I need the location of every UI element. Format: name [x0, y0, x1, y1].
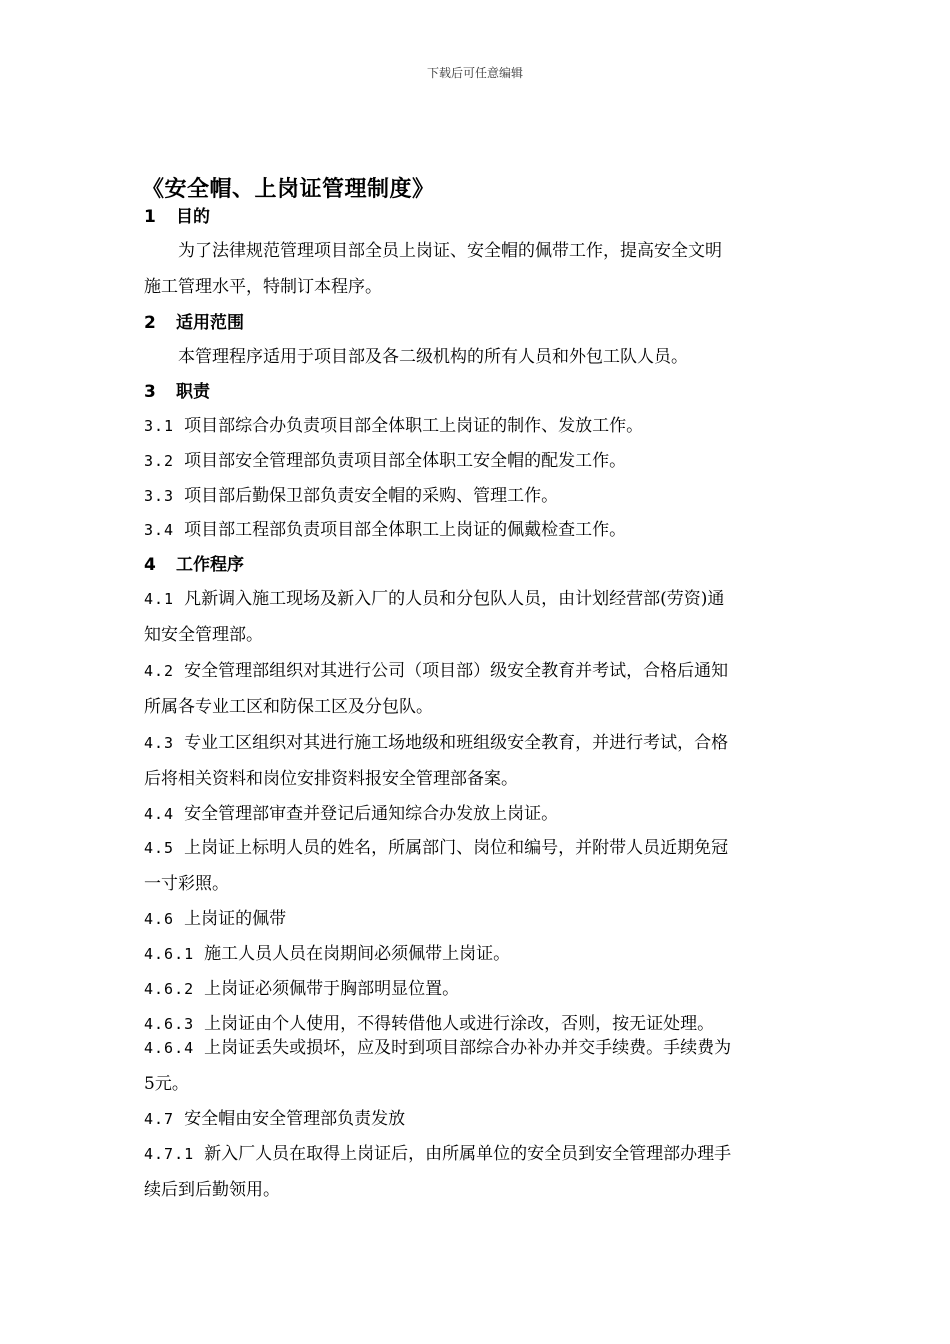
section-title: 职责: [176, 382, 210, 402]
item-number: 4.6.4: [144, 1039, 195, 1057]
item-number: 4.6.1: [144, 945, 195, 963]
item-text: 上岗证必须佩带于胸部明显位置。: [204, 979, 460, 999]
item-continuation: 5元。: [144, 1074, 189, 1094]
item-number: 4.3: [144, 734, 175, 752]
item-number: 4.2: [144, 662, 175, 680]
paragraph: 为了法律规范管理项目部全员上岗证、安全帽的佩带工作，提高安全文明: [178, 241, 722, 261]
item-text: 上岗证的佩带: [184, 909, 287, 929]
list-item: [144, 833, 809, 858]
paragraph: 本管理程序适用于项目部及各二级机构的所有人员和外包工队人员。: [178, 347, 688, 367]
list-item: [144, 799, 809, 824]
item-number: 4.5: [144, 839, 175, 857]
item-text: 项目部后勤保卫部负责安全帽的采购、管理工作。: [184, 486, 559, 506]
section-number: 3: [144, 382, 156, 402]
list-item: [144, 411, 809, 436]
list-item: [144, 939, 809, 964]
item-text: 施工人员人员在岗期间必须佩带上岗证。: [204, 944, 511, 964]
list-item: [144, 1033, 809, 1058]
section-title: 目的: [176, 207, 210, 227]
item-text: 专业工区组织对其进行施工场地级和班组级安全教育，并进行考试，合格: [184, 733, 729, 753]
list-item: [144, 1009, 809, 1034]
item-number: 3.3: [144, 487, 175, 505]
list-item: [144, 481, 809, 506]
item-text: 凡新调入施工现场及新入厂的人员和分包队人员，由计划经营部(劳资)通: [184, 589, 725, 609]
section-heading-2: [144, 308, 244, 333]
section-heading-3: [144, 377, 210, 402]
item-continuation: 一寸彩照。: [144, 874, 229, 894]
item-text: 上岗证由个人使用，不得转借他人或进行涂改，否则，按无证处理。: [204, 1014, 715, 1034]
list-item: [144, 656, 809, 681]
item-number: 3.2: [144, 452, 175, 470]
list-item: [144, 974, 809, 999]
item-text: 安全管理部审查并登记后通知综合办发放上岗证。: [184, 804, 559, 824]
item-continuation: 知安全管理部。: [144, 625, 263, 645]
item-number: 3.4: [144, 521, 175, 539]
item-text: 项目部工程部负责项目部全体职工上岗证的佩戴检查工作。: [184, 520, 627, 540]
section-number: 4: [144, 555, 156, 575]
item-number: 4.4: [144, 805, 175, 823]
item-number: 4.6.2: [144, 980, 195, 998]
list-item: [144, 728, 809, 753]
section-number: 1: [144, 207, 156, 227]
list-item: [144, 1139, 809, 1164]
item-number: 3.1: [144, 417, 175, 435]
item-text: 上岗证上标明人员的姓名，所属部门、岗位和编号，并附带人员近期免冠: [184, 838, 729, 858]
item-text: 新入厂人员在取得上岗证后，由所属单位的安全员到安全管理部办理手: [204, 1144, 732, 1164]
page-header: 下载后可任意编辑: [426, 66, 523, 80]
item-continuation: 所属各专业工区和防保工区及分包队。: [144, 697, 433, 717]
list-item: [144, 446, 809, 471]
item-number: 4.1: [144, 590, 175, 608]
section-title: 适用范围: [176, 313, 244, 333]
document-title: 《安全帽、上岗证管理制度》: [142, 177, 435, 202]
item-text: 上岗证丢失或损坏，应及时到项目部综合办补办并交手续费。手续费为: [204, 1038, 732, 1058]
section-title: 工作程序: [176, 555, 244, 575]
list-item: [144, 1104, 809, 1129]
item-number: 4.6.3: [144, 1015, 195, 1033]
section-number: 2: [144, 313, 156, 333]
item-number: 4.7: [144, 1110, 175, 1128]
item-text: 安全帽由安全管理部负责发放: [184, 1109, 406, 1129]
item-continuation: 续后到后勤领用。: [144, 1180, 280, 1200]
item-text: 项目部综合办负责项目部全体职工上岗证的制作、发放工作。: [184, 416, 644, 436]
item-continuation: 后将相关资料和岗位安排资料报安全管理部备案。: [144, 769, 518, 789]
list-item: [144, 904, 809, 929]
section-heading-4: [144, 550, 244, 575]
item-number: 4.6: [144, 910, 175, 928]
paragraph-continuation: 施工管理水平，特制订本程序。: [144, 277, 382, 297]
item-text: 安全管理部组织对其进行公司（项目部）级安全教育并考试，合格后通知: [184, 661, 729, 681]
section-heading-1: [144, 202, 210, 227]
item-number: 4.7.1: [144, 1145, 195, 1163]
list-item: [144, 584, 809, 609]
list-item: [144, 515, 809, 540]
item-text: 项目部安全管理部负责项目部全体职工安全帽的配发工作。: [184, 451, 627, 471]
